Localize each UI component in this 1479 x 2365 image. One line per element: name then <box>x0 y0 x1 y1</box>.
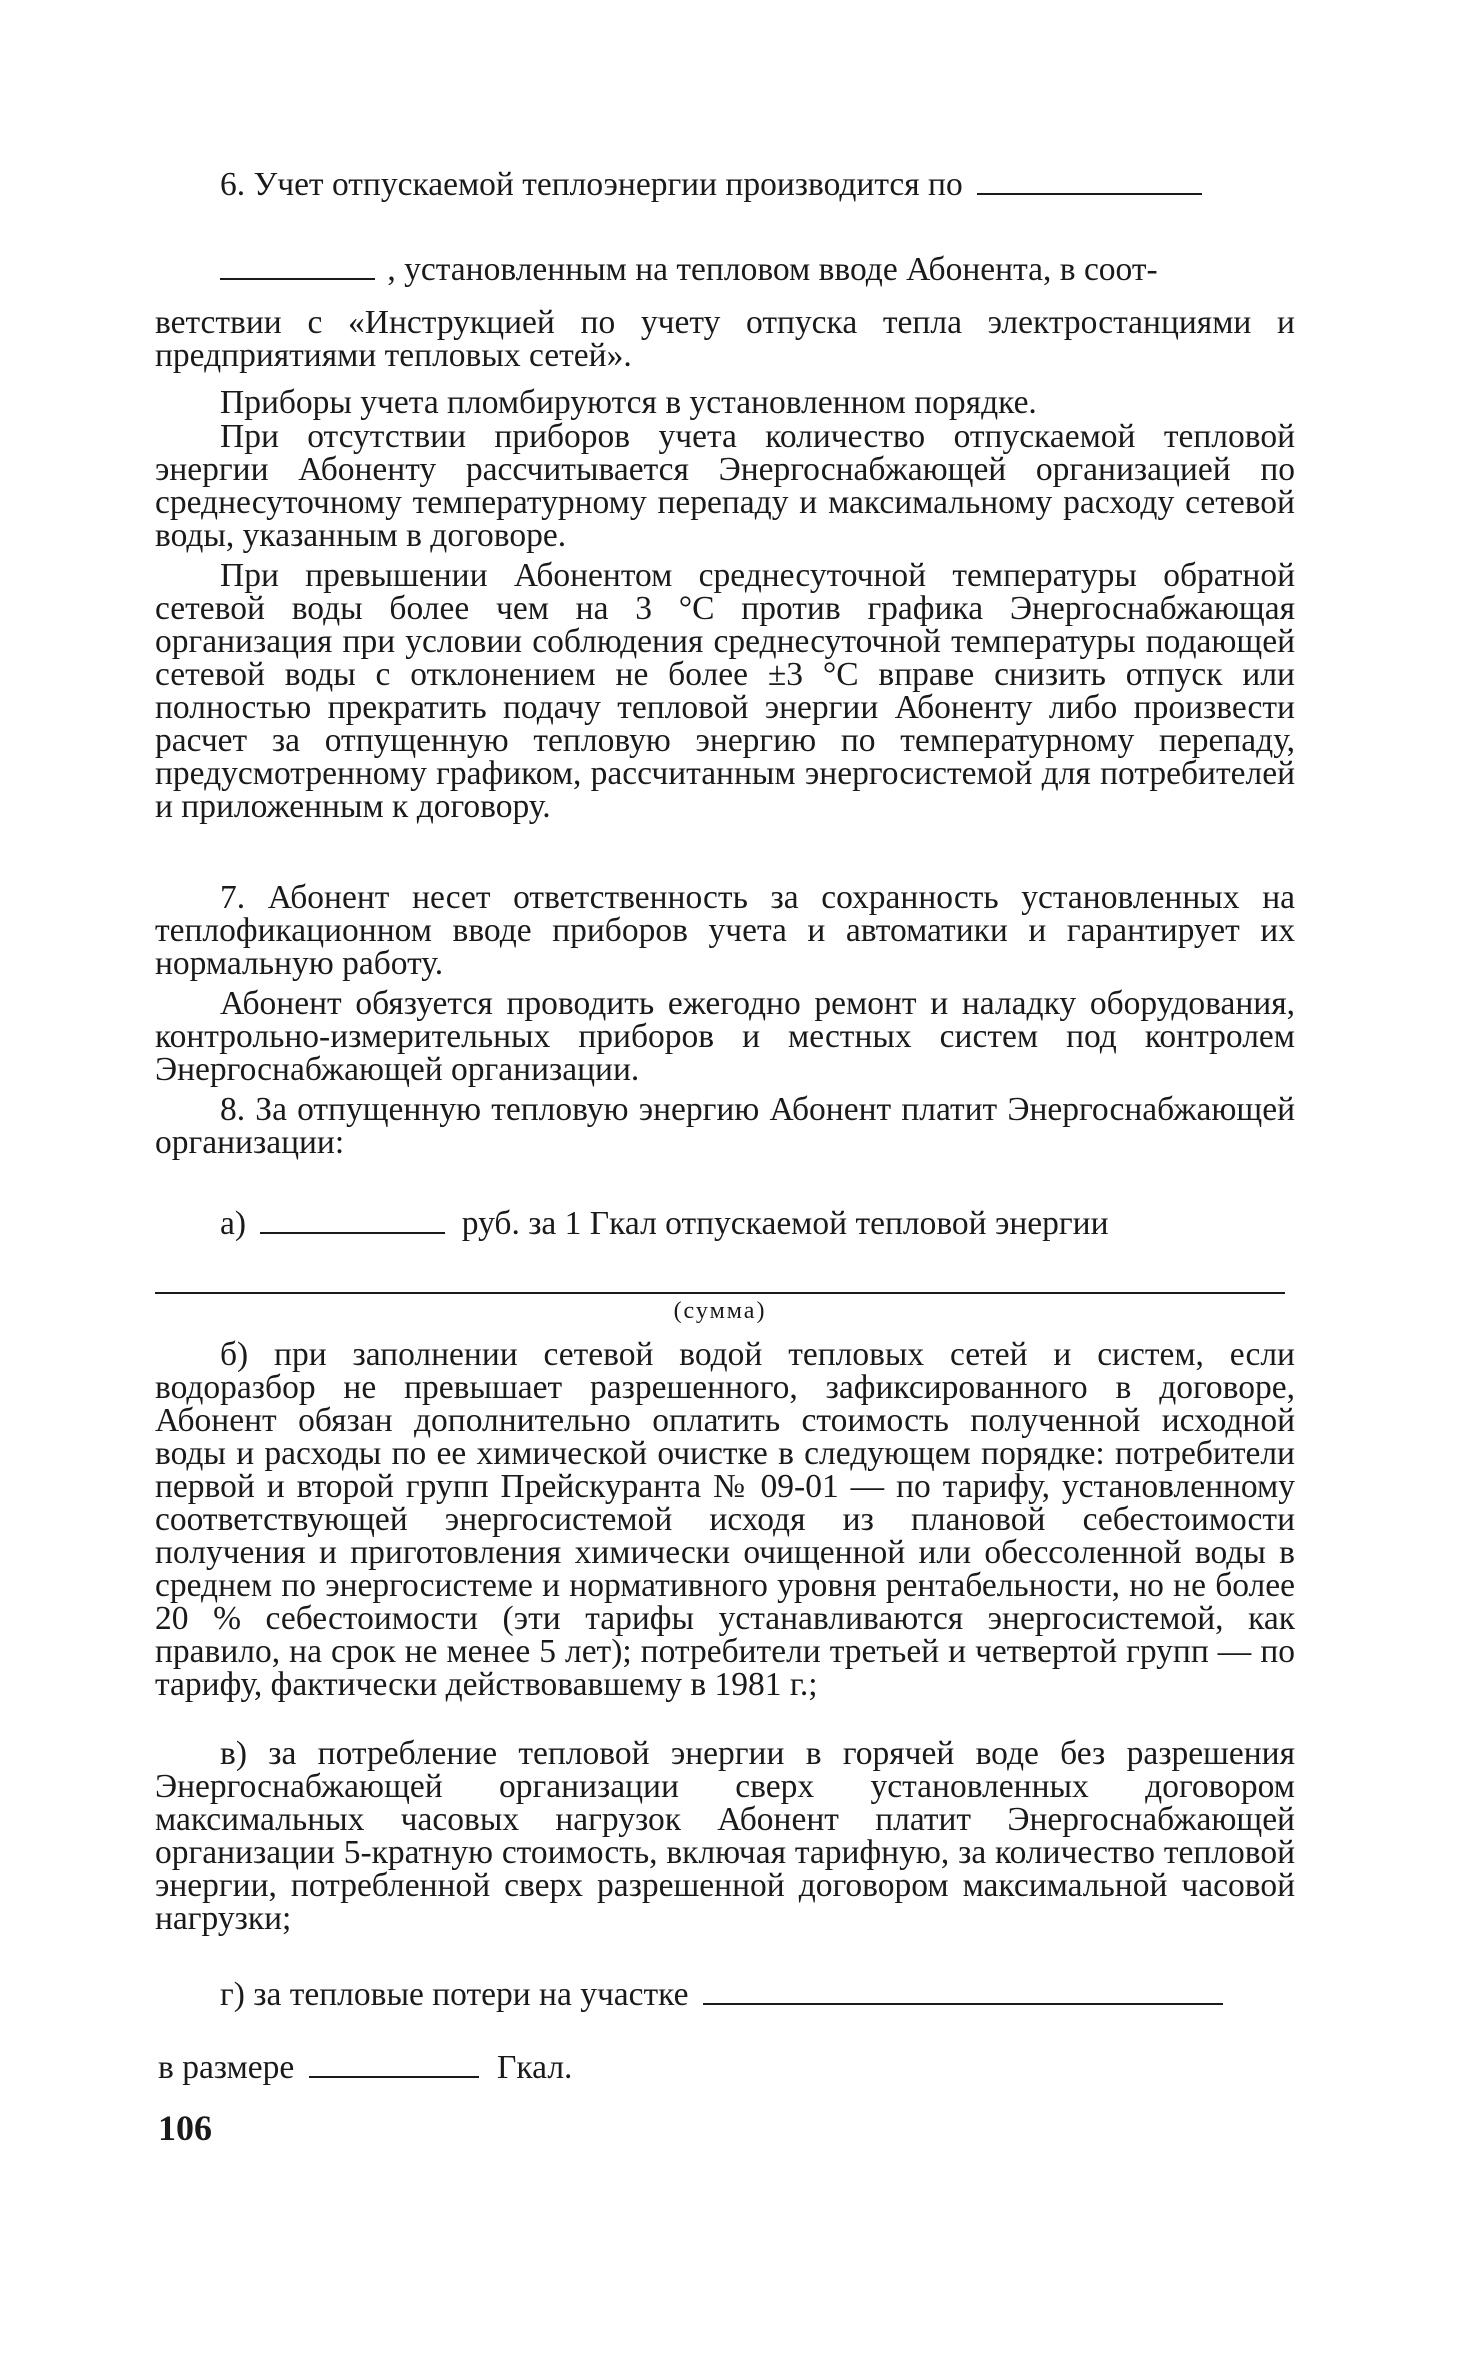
blank-meter-type-cont <box>220 252 375 280</box>
blank-gcal <box>309 2050 479 2078</box>
item7-repair: Абонент обязуется проводить ежегодно ремонт и наладку оборудования, контрольно-измерительных приборов и местных систем под контролем Энергоснабжающей организации. <box>155 985 1295 1088</box>
item8-intro: 8. За отпущенную тепловую энергию Абонент платит Энергоснабжающей организации: <box>155 1091 1295 1161</box>
sum-caption: (сумма) <box>673 1298 767 1324</box>
page-number: 106 <box>158 2108 212 2148</box>
item8-b: б) при заполнении сетевой водой тепловых сетей и систем, если водоразбор не превышает разрешенного, зафиксированного в договоре, Абонент обязан дополнительно оплатить стоимость полученной исходной воды и расходы по ее химической очистке в следующем порядке: потребители первой и второй групп Прейскуранта № 09-01 — по тарифу, установленному соответствующей энергосистемой исходя из плановой себестоимости получения и приготовления химически очищенной или обессоленной воды в среднем по энергосистеме и нормативного уровня рентабельности, но не более 20 % себестоимости (эти тарифы устанавливаются энергосистемой, как правило, на срок не менее 5 лет); потребители третьей и четвертой групп — по тарифу, фактически действовавшему в 1981 г.; <box>155 1336 1295 1703</box>
item6-seal: Приборы учета пломбируются в установленном порядке. <box>220 384 1037 421</box>
item8-size-line: в размере Гкал. <box>158 2049 573 2086</box>
blank-meter-type <box>977 167 1202 195</box>
item8-g-line: г) за тепловые потери на участке <box>220 1977 1223 2013</box>
item8-v: в) за потребление тепловой энергии в горячей воде без разрешения Энергоснабжающей организации сверх установленных договором максимальных часовых нагрузок Абонент платит Энергоснабжающей организации 5-кратную стоимость, включая тарифную, за количество тепловой энергии, потребленной сверх разрешенной договором максимальной часовой нагрузки; <box>155 1735 1295 1937</box>
item6-excess: При превышении Абонентом среднесуточной температуры обратной сетевой воды более чем на 3 °С против графика Энергоснабжающая организация при условии соблюдения среднесуточной температуры подающей сетевой воды с отклонением не более ±3 °С вправе снизить отпуск или полностью прекратить подачу тепловой энергии Абоненту либо произвести расчет за отпущенную тепловую энергию по температурному перепаду, предусмотренному графиком, рассчитанным энергосистемой для потребителей и приложенным к договору. <box>155 557 1295 825</box>
item6-instruction: ветствии с «Инструкцией по учету отпуска тепла электростанциями и предприятиями тепловых сетей». <box>155 304 1295 374</box>
sum-rule <box>155 1292 1285 1294</box>
blank-price <box>260 1206 445 1234</box>
item8-a-line: а) руб. за 1 Гкал отпускаемой тепловой энергии <box>220 1205 1109 1242</box>
item6-line2: , установленным на тепловом вводе Абонента, в соот- <box>220 252 1158 288</box>
blank-section <box>703 1977 1223 2005</box>
item6-line1: 6. Учет отпускаемой теплоэнергии производится по <box>220 167 1202 203</box>
item7-responsibility: 7. Абонент несет ответственность за сохранность установленных на теплофикационном вводе приборов учета и автоматики и гарантирует их нормальную работу. <box>155 879 1295 982</box>
item6-absence: При отсутствии приборов учета количество отпускаемой тепловой энергии Абоненту рассчитывается Энергоснабжающей организацией по среднесуточному температурному перепаду и максимальному расходу сетевой воды, указанным в договоре. <box>155 418 1295 554</box>
